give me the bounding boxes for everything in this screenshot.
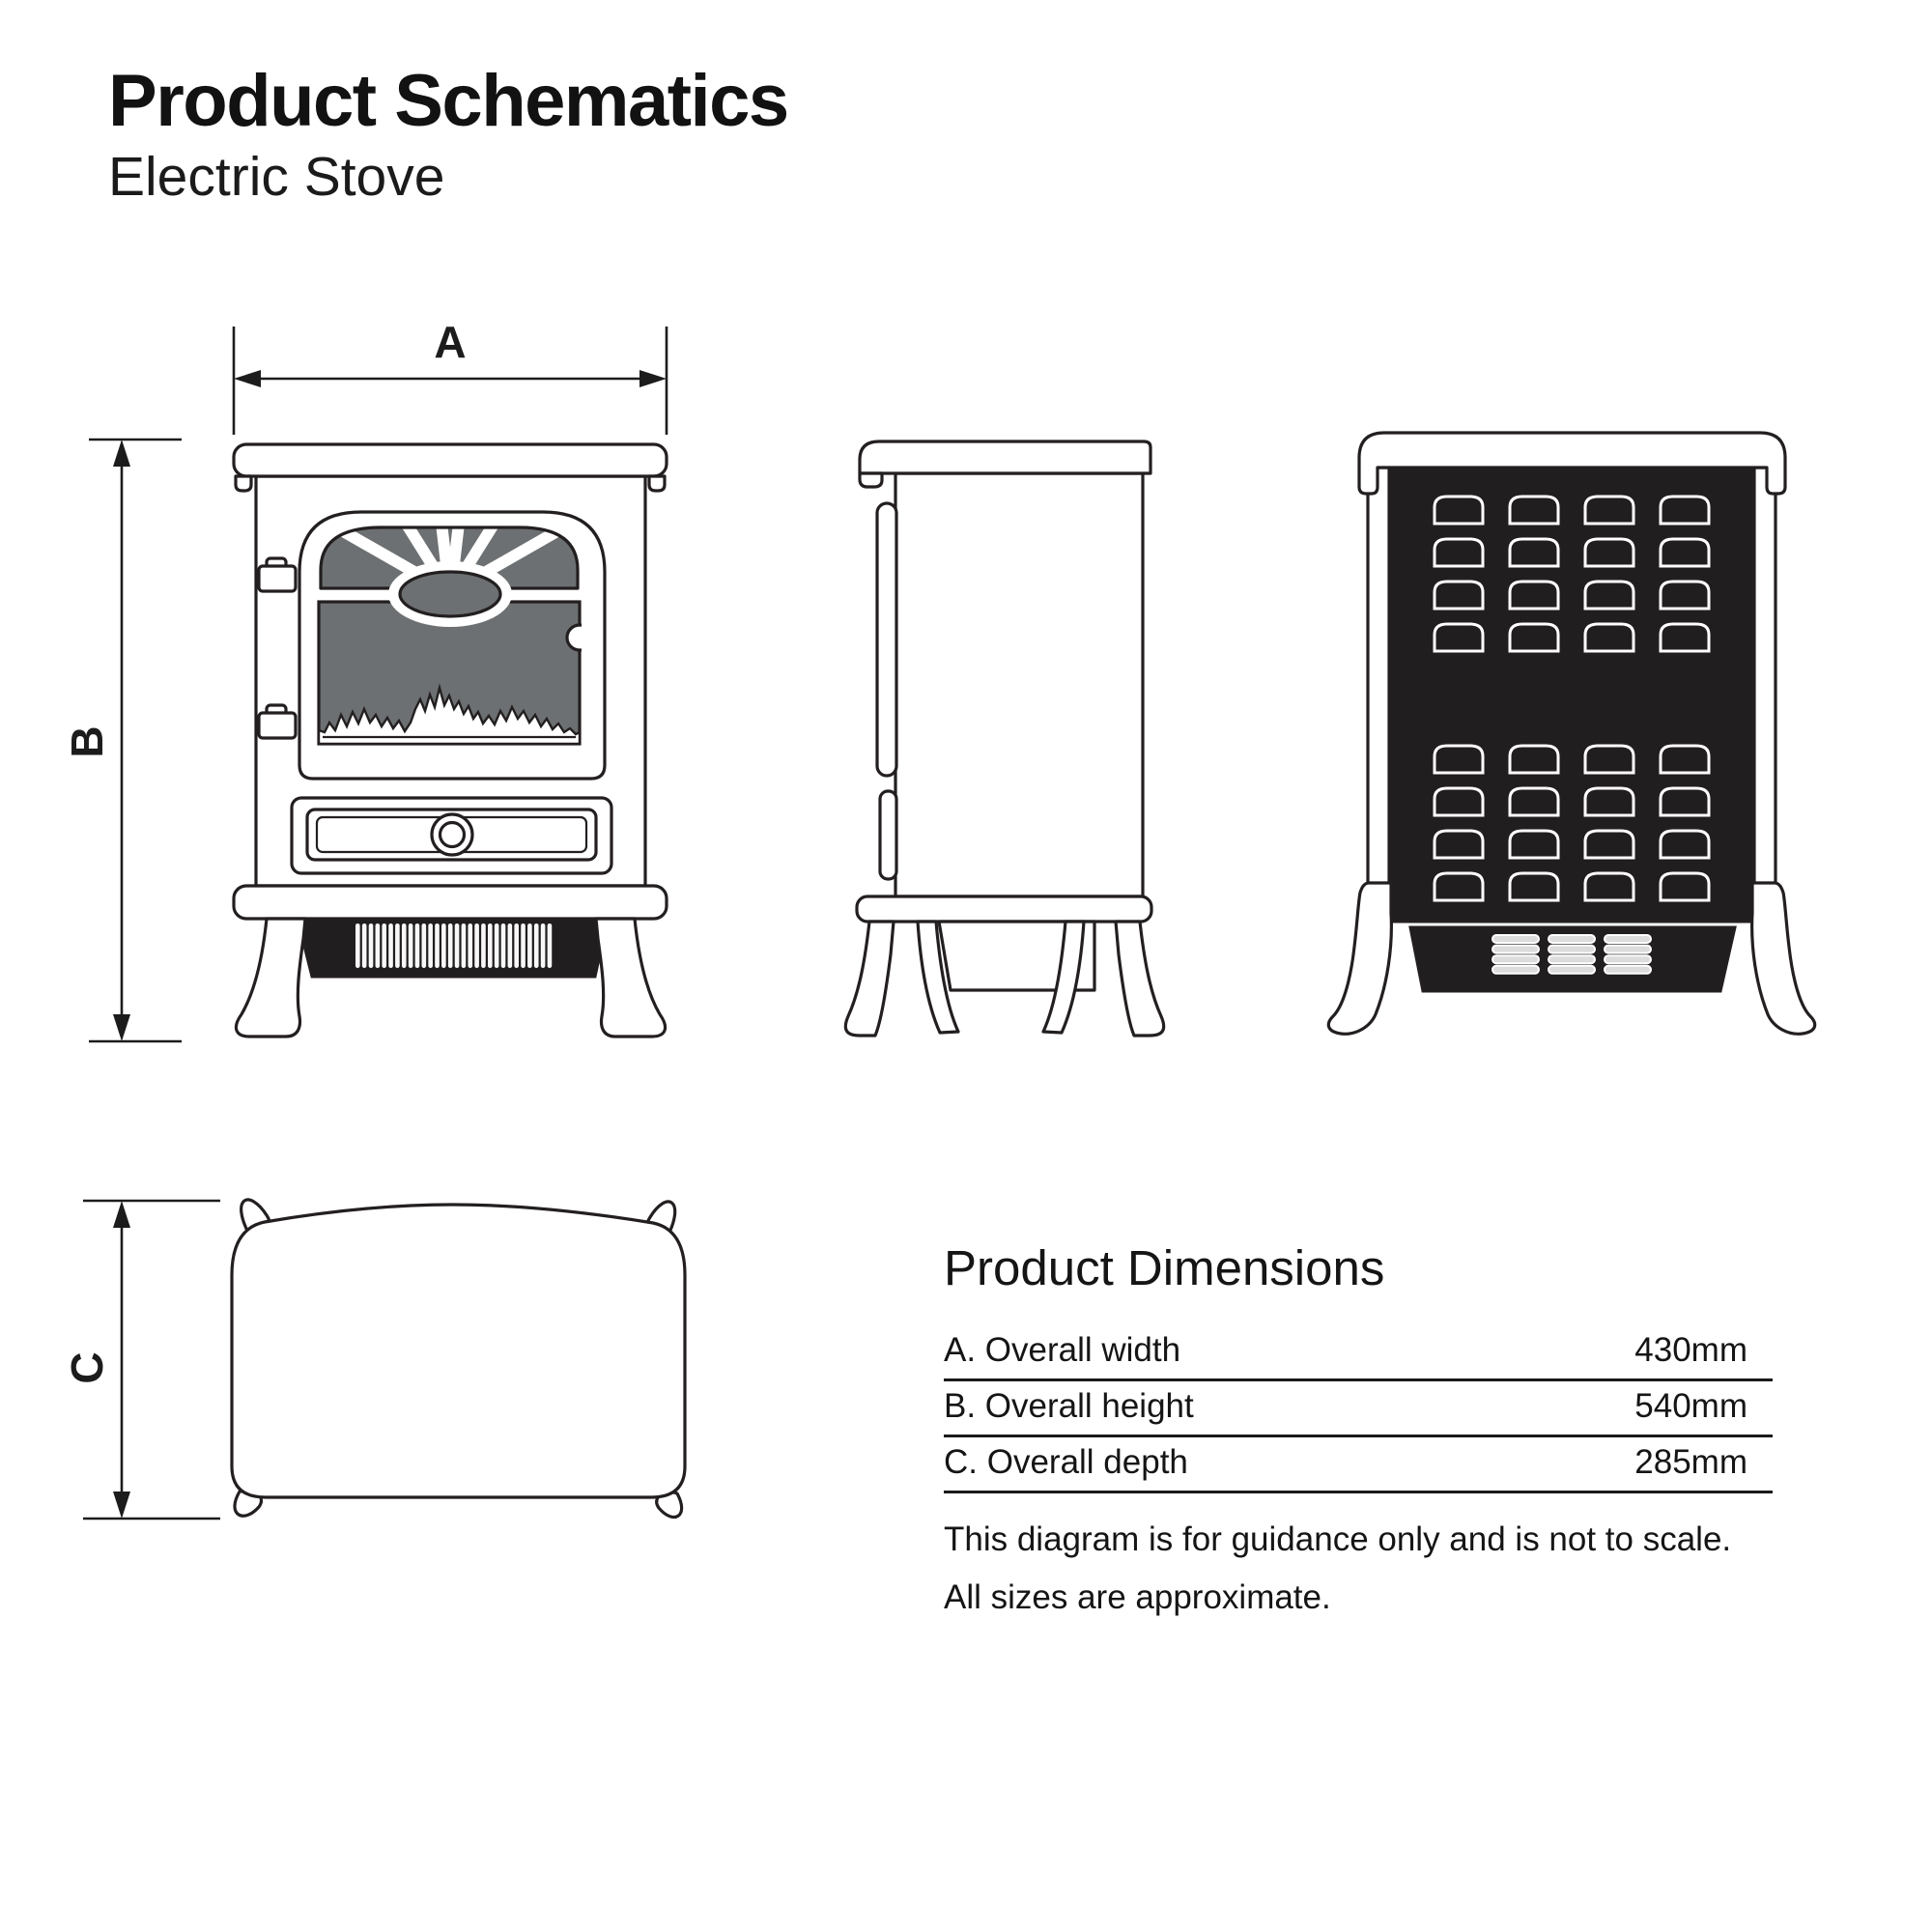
back-left-side-edge [1368,468,1389,902]
front-left-leg [236,919,305,1037]
front-view-drawing [62,232,734,1082]
dimension-label: A. Overall width [944,1331,1181,1369]
side-back-leg [1116,922,1164,1036]
front-heater-vent [298,919,608,977]
dimension-arrow-width [234,317,667,435]
page-title: Product Schematics [108,60,788,142]
dimension-arrow-height [62,440,182,1041]
page-subtitle: Electric Stove [108,146,445,209]
stove-drawer [292,798,611,873]
front-right-leg [596,919,666,1037]
dimension-value: 285mm [1634,1443,1747,1481]
side-top-plate [860,441,1151,473]
stove-side [845,441,1163,1036]
side-door-edge-lower [880,791,896,879]
top-plate-outline [232,1205,685,1497]
back-panel [1389,468,1754,922]
dimension-value: 540mm [1634,1387,1747,1425]
top-view-drawing [58,1179,753,1604]
dim-label-c: C [62,1351,112,1384]
top-plate-left-lip [236,476,251,491]
dimensions-heading: Product Dimensions [944,1240,1385,1295]
disclaimer-line: This diagram is for guidance only and is not to scale. [944,1520,1732,1558]
dim-label-b: B [62,725,112,758]
side-front-leg [845,922,894,1036]
side-door-edge-upper [877,503,896,776]
stove-back [1328,433,1814,1034]
side-base [857,896,1151,922]
stove-front-top-plate [234,444,667,476]
disclaimer-notes [944,1517,1773,1622]
top-plate-right-lip [649,476,665,491]
drawer-knob [432,814,472,855]
back-view-drawing [1314,386,1874,1101]
stove-front-base [234,886,667,919]
table-row [944,1437,1773,1493]
dimension-label: B. Overall height [944,1387,1194,1425]
side-body [895,473,1143,896]
back-right-leg [1752,883,1815,1034]
header [108,60,788,210]
stove-front [234,444,667,1037]
sun-ellipse [400,572,500,616]
dimension-label: C. Overall depth [944,1443,1188,1481]
dimensions-table [944,1325,1773,1493]
back-right-side-edge [1754,468,1776,902]
back-left-leg [1328,883,1391,1034]
dimension-value: 430mm [1634,1331,1747,1369]
side-top-plate-lip [860,473,882,487]
stove-top [232,1200,685,1518]
dimensions-panel [944,1239,1773,1634]
dim-label-a: A [434,317,467,367]
side-view-drawing [821,386,1236,1101]
table-row [944,1381,1773,1437]
dimension-arrow-depth [62,1201,220,1519]
table-row [944,1325,1773,1381]
disclaimer-line: All sizes are approximate. [944,1578,1331,1617]
